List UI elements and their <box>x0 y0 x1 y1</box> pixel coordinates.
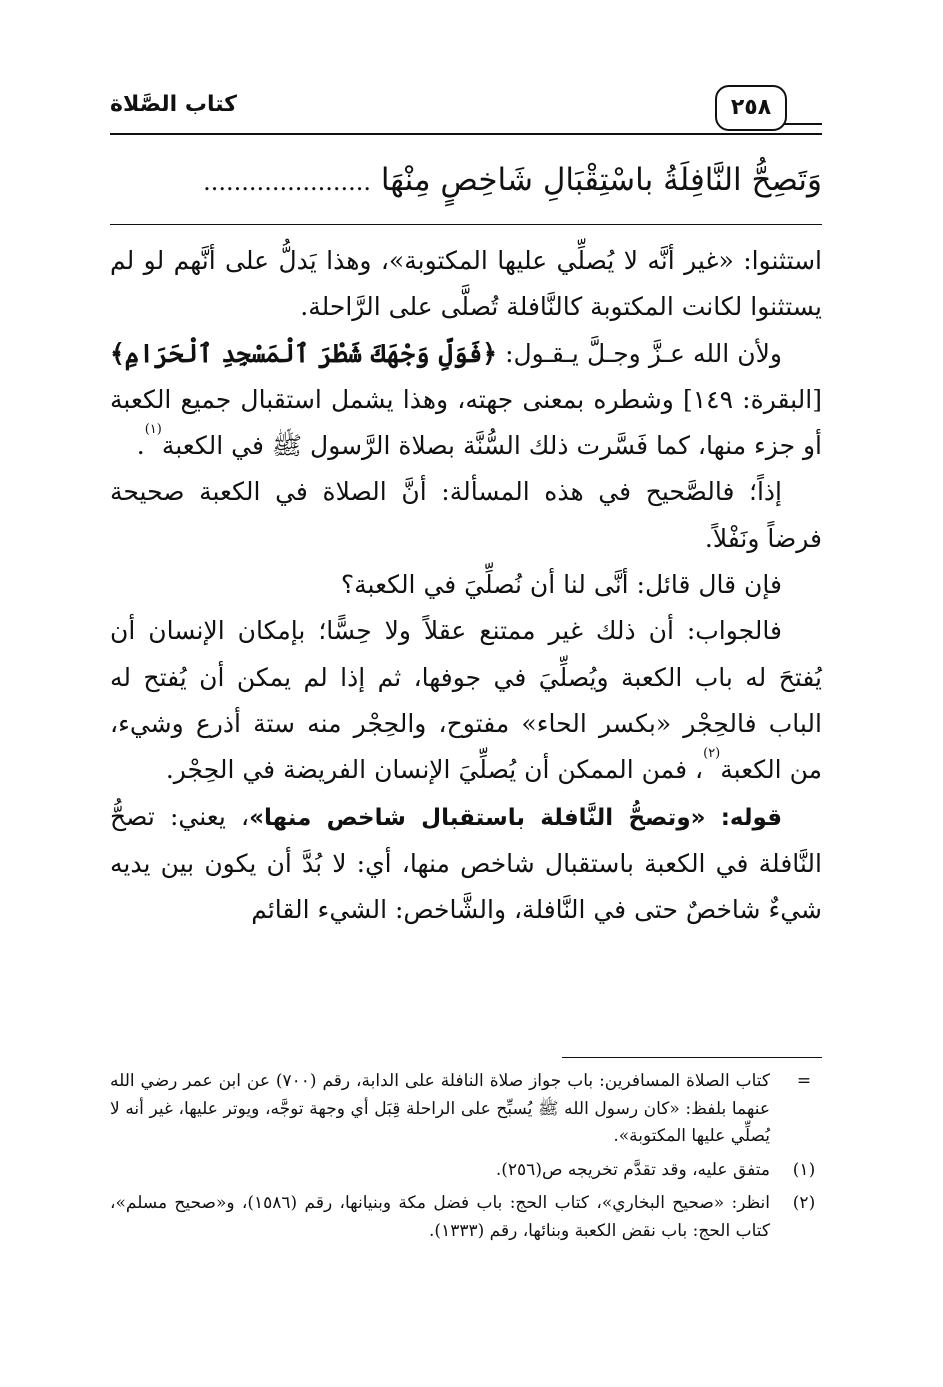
footnotes <box>110 1068 822 1251</box>
book-title: كتاب الصَّلاة <box>110 92 237 117</box>
footnote-text: كتاب الصلاة المسافرين: باب جواز صلاة النافلة على الدابة، رقم (٧٠٠) عن ابن عمر رضي الله عنهما بلفظ: «كان رسول الله ﷺ يُسبِّح على الراحلة قِبَل أي وجهة توجَّه، ويوتر عليها، غير أنه لا يُصلِّي عليها المكتوبة». <box>110 1071 770 1146</box>
paragraph-6-text: ، يعني: تصحُّ النَّافلة في الكعبة باستقبال شاخص منها، أي: لا بُدَّ أن يكون بين يديه شيءٌ شاخصٌ حتى في النَّافلة، والشَّاخص: الشيء القائم <box>110 801 822 925</box>
header-double-rule <box>780 123 822 135</box>
footnote-mark: (١) <box>792 1159 816 1180</box>
paragraph-2-intro: ولأن الله عـزَّ وجـلَّ يـقـول: <box>505 338 782 368</box>
commentary-body <box>110 238 822 933</box>
matn-dots: ...................... <box>203 168 371 196</box>
paragraph-4: فإن قال قائل: أنَّى لنا أن نُصلِّيَ في الكعبة؟ <box>340 570 782 600</box>
paragraph-5-text: فالجواب: أن ذلك غير ممتنع عقلاً ولا حِسًّا؛ بإمكان الإنسان أن يُفتحَ له باب الكعبة ويُصلِّيَ في جوفها، ثم إذا لم يمكن أن يُفتح له الباب فالحِجْر «بكسر الحاء» مفتوح، والحِجْر منه ستة أذرع وشيء، من الكعبة <box>110 616 822 785</box>
paragraph-2 <box>110 331 822 470</box>
paragraph-5 <box>110 608 822 793</box>
footnote-2 <box>110 1190 822 1245</box>
footnote-1 <box>110 1157 822 1185</box>
footnote-ref-1[interactable]: (١) <box>144 422 162 438</box>
paragraph-6 <box>110 794 822 934</box>
quran-verse: ﴿فَوَلِّ وَجْهَكَ شَطْرَ ٱلْمَسْجِدِ ٱلْحَرَامِ﴾ <box>110 338 497 368</box>
paragraph-2-rest: [البقرة: ١٤٩] وشطره بمعنى جهته، وهذا يشمل استقبال جميع الكعبة أو جزء منها، كما فَسَّرت ذلك السُّنَّة بصلاة الرَّسول ﷺ في الكعبة <box>110 384 823 461</box>
footnote-continued <box>110 1068 822 1151</box>
footnote-mark: (٢) <box>792 1193 816 1213</box>
footnote-mark: = <box>796 1071 812 1091</box>
page-number: ٢٥٨ <box>715 85 787 131</box>
footnote-text: متفق عليه، وقد تقدَّم تخريجه ص(٢٥٦). <box>495 1159 770 1180</box>
paragraph-3: إذاً؛ فالصَّحيح في هذه المسألة: أنَّ الصلاة في الكعبة صحيحة فرضاً ونَفْلاً. <box>110 477 822 553</box>
paragraph-5-end: ، فمن الممكن أن يُصلِّيَ الإنسان الفريضة في الحِجْر. <box>165 755 704 785</box>
paragraph-1: استثنوا: «غير أنَّه لا يُصلِّي عليها المكتوبة»، وهذا يَدلُّ على أنَّهم لو لم يستثنوا لكانت المكتوبة كالنَّافلة تُصلَّى على الرَّاحلة. <box>110 246 822 322</box>
matn-quote: قوله: «وتصحُّ النَّافلة باستقبال شاخص منها» <box>249 804 782 831</box>
footnote-text: انظر: «صحيح البخاري»، كتاب الحج: باب فضل مكة وبنيانها، رقم (١٥٨٦)، و«صحيح مسلم»، كتاب الحج: باب نقض الكعبة وبنائها، رقم (١٣٣٣). <box>110 1193 770 1241</box>
matn-line <box>110 150 822 210</box>
matn-text: وَتَصِحُّ النَّافِلَةُ باسْتِقْبَالِ شَاخِصٍ مِنْهَا <box>380 162 822 198</box>
paragraph-2-end: . <box>136 431 145 461</box>
footnote-separator <box>562 1057 822 1058</box>
matn-separator <box>110 224 822 225</box>
page-header <box>110 85 822 135</box>
footnote-ref-2[interactable]: (٢) <box>703 746 721 762</box>
header-rule <box>110 133 822 135</box>
